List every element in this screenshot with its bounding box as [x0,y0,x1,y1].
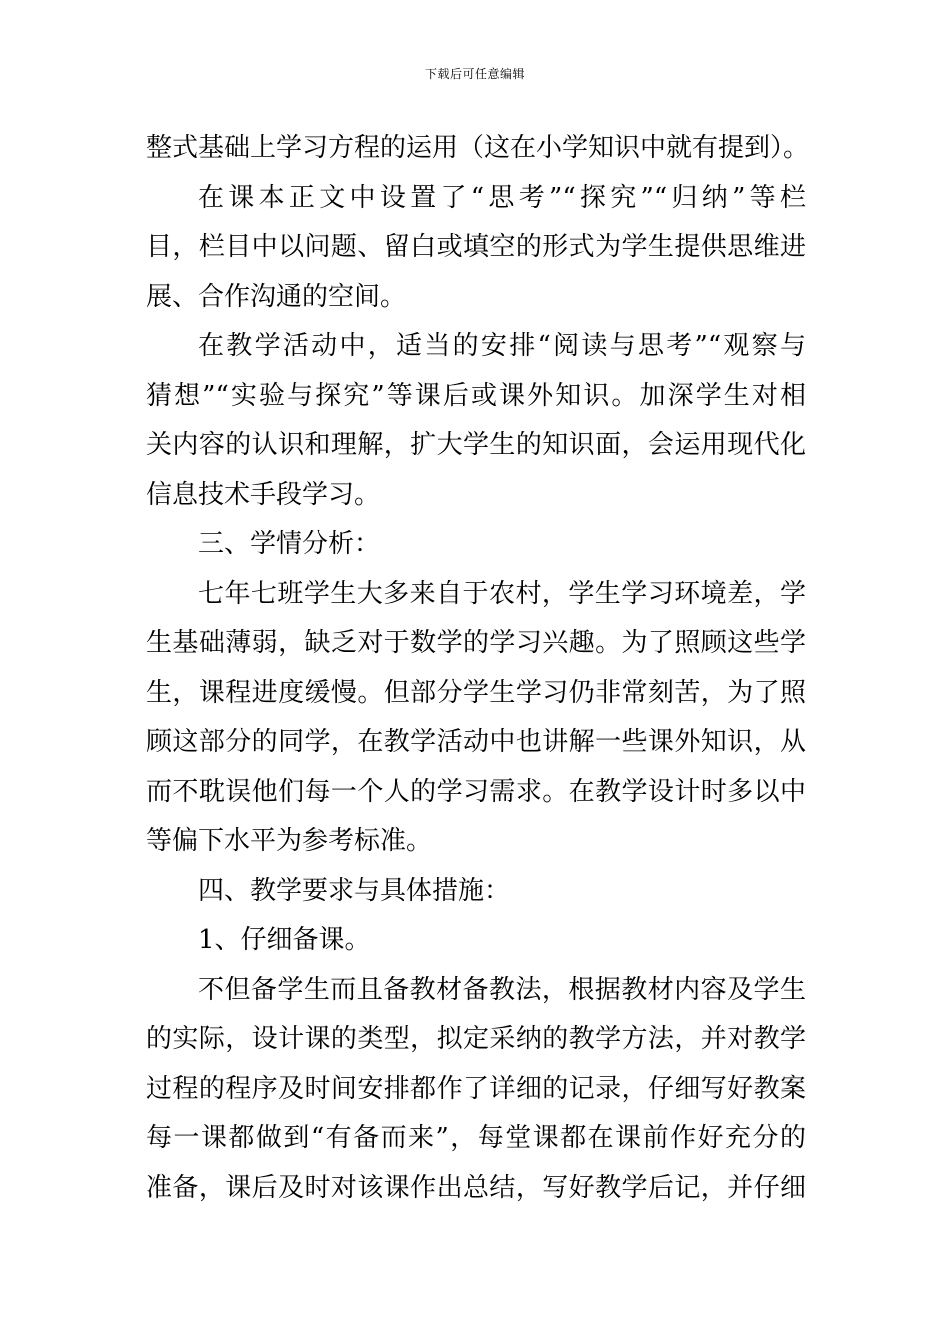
text-line: 不但备学生而且备教材备教法，根据教材内容及学生 [198,974,806,1005]
text-line: 信息技术手段学习。 [146,479,381,510]
text-line: 七年七班学生大多来自于农村，学生学习环境差，学 [198,578,806,609]
text-line: 整式基础上学习方程的运用（这在小学知识中就有提到）。 [146,133,810,163]
text-line: 顾这部分的同学，在教学活动中也讲解一些课外知识，从 [146,727,806,757]
section-heading: 三、学情分析： [198,529,381,559]
text-line: 展、合作沟通的空间。 [146,281,407,312]
text-line: 生，课程进度缓慢。但部分学生学习仍非常刻苦，为了照 [146,677,806,708]
section-heading: 四、教学要求与具体措施： [198,875,511,906]
page-header: 下载后可任意编辑 [424,67,525,81]
text-line: 猜想”“实验与探究”等课后或课外知识。加深学生对相 [146,380,806,411]
text-line: 准备，课后及时对该课作出总结，写好教学后记，并仔细 [146,1172,806,1203]
text-line: 关内容的认识和理解，扩大学生的知识面，会运用现代化 [146,430,806,460]
text-line: 目，栏目中以问题、留白或填空的形式为学生提供思维进 [146,232,806,262]
text-line: 的实际，设计课的类型，拟定采纳的教学方法，并对教学 [146,1024,806,1054]
text-line: 而不耽误他们每一个人的学习需求。在教学设计时多以中 [146,776,806,807]
text-line: 生基础薄弱，缺乏对于数学的学习兴趣。为了照顾这些学 [146,628,806,658]
text-line: 等偏下水平为参考标准。 [146,826,433,856]
text-line: 在课本正文中设置了“思考”“探究”“归纳”等栏 [198,182,806,213]
document-body [146,124,810,1213]
subsection-heading: 1、仔细备课。 [198,925,371,955]
text-line: 过程的程序及时间安排都作了详细的记录，仔细写好教案 [146,1073,806,1104]
text-line: 在教学活动中，适当的安排“阅读与思考”“观察与 [198,331,806,361]
text-line: 每一课都做到“有备而来”，每堂课都在课前作好充分的 [146,1123,806,1153]
